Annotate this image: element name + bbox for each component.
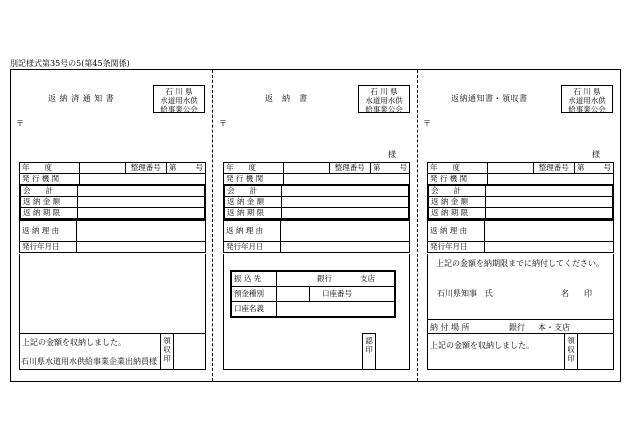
label-kaikei: 会 計 — [428, 185, 486, 197]
label-hakko-kikan: 発 行 機 関 — [428, 174, 488, 185]
label-hakko-kikan: 発 行 機 関 — [224, 174, 284, 185]
info-table: 年 度 整理番号 第 号 発 行 機 関 — [427, 162, 614, 185]
postal-mark: 〒 — [219, 119, 227, 128]
label-nendo: 年 度 — [428, 163, 488, 174]
label-mei: 名 — [561, 289, 569, 298]
label-nofu-shiten: 本・支店 — [538, 323, 570, 332]
label-koza-bango: 口座番号 — [322, 289, 352, 298]
label-yokin: 預金種別 — [231, 287, 277, 302]
issuer-line: 水道用水供 — [160, 95, 198, 105]
label-hakko-date: 発行年月日 — [428, 242, 485, 253]
label-hakko-date: 発行年月日 — [20, 242, 77, 253]
perforation-line — [417, 70, 418, 381]
amount-table — [223, 184, 410, 220]
reason-table — [427, 220, 614, 253]
label-furikomi: 振 込 先 — [231, 271, 277, 287]
postal-mark: 〒 — [423, 119, 431, 128]
receipt-text: 上記の金額を収納しました。 — [430, 341, 534, 350]
label-nofu-basho: 納 付 場 所 — [430, 323, 470, 332]
label-riyu: 返 納 理 由 — [224, 221, 281, 242]
reason-table — [19, 220, 206, 253]
issuer-line: 給事業公会 — [160, 104, 198, 114]
stamp-box: 認 印 — [362, 333, 376, 370]
receiver-text: 石川県水道用水供給事業企業出納員様 — [21, 357, 157, 366]
label-hakko-date: 発行年月日 — [224, 242, 281, 253]
label-kigen: 返 納 期 限 — [428, 208, 486, 220]
label-nofu-ginko: 銀行 — [509, 323, 525, 332]
postal-mark: 〒 — [16, 119, 24, 128]
payment-notice: 上記の金額を納期限までに納付してください。 — [436, 259, 604, 268]
label-nendo: 年 度 — [224, 163, 284, 174]
amount-table — [19, 184, 206, 220]
stamp-box: 領 収 印 — [564, 333, 578, 370]
label-kingaku: 返 納 金 額 — [20, 197, 78, 208]
issuer-line: 石 川 県 — [165, 86, 193, 96]
addressee-sama: 様 — [592, 150, 600, 159]
issuer-box: 石 川 県 水道用水供 給事業公会 — [358, 85, 410, 113]
label-riyu: 返 納 理 由 — [428, 221, 485, 242]
label-riyu: 返 納 理 由 — [20, 221, 77, 242]
stamp-box: 領 収 印 — [160, 333, 174, 370]
panel-title: 返 納 済 通 知 書 — [48, 94, 115, 103]
label-kigen: 返 納 期 限 — [224, 208, 282, 220]
panel-title: 返 納 書 — [265, 94, 308, 103]
label-seiri: 整理番号 — [125, 163, 166, 174]
label-kaikei: 会 計 — [20, 185, 78, 197]
label-koza-meigi: 口座名義 — [231, 302, 277, 318]
label-kingaku: 返 納 金 額 — [224, 197, 282, 208]
label-hakko-kikan: 発 行 機 関 — [20, 174, 80, 185]
label-shiten: 支店 — [360, 274, 375, 283]
form-caption: 別記様式第35号の5(第45条関係) — [10, 59, 130, 68]
label-kaikei: 会 計 — [224, 185, 282, 197]
label-seiri: 整理番号 — [533, 163, 574, 174]
label-in: 印 — [584, 289, 592, 298]
governor-name: 石川県知事 氏 — [437, 289, 493, 298]
issuer-box: 石 川 県 水道用水供 給事業公会 — [561, 85, 613, 113]
label-ginko: 銀行 — [317, 274, 332, 283]
info-table: 年 度 整理番号 第 号 発 行 機 関 — [223, 162, 410, 185]
panel-title: 返納通知書・領収書 — [451, 94, 528, 103]
blank-area — [19, 254, 206, 370]
reason-table — [223, 220, 410, 253]
label-kingaku: 返 納 金 額 — [428, 197, 486, 208]
info-table: 年 度 整理番号 第 号 発 行 機 関 — [19, 162, 206, 185]
issuer-box — [153, 85, 205, 113]
amount-table — [427, 184, 614, 220]
label-seiri: 整理番号 — [329, 163, 370, 174]
perforation-line — [212, 70, 213, 381]
bank-table — [230, 270, 396, 318]
label-nendo: 年 度 — [20, 163, 80, 174]
blank-area — [427, 254, 614, 370]
label-kigen: 返 納 期 限 — [20, 208, 78, 220]
addressee-sama: 様 — [388, 150, 396, 159]
receipt-text: 上記の金額を収納しました。 — [22, 338, 126, 347]
